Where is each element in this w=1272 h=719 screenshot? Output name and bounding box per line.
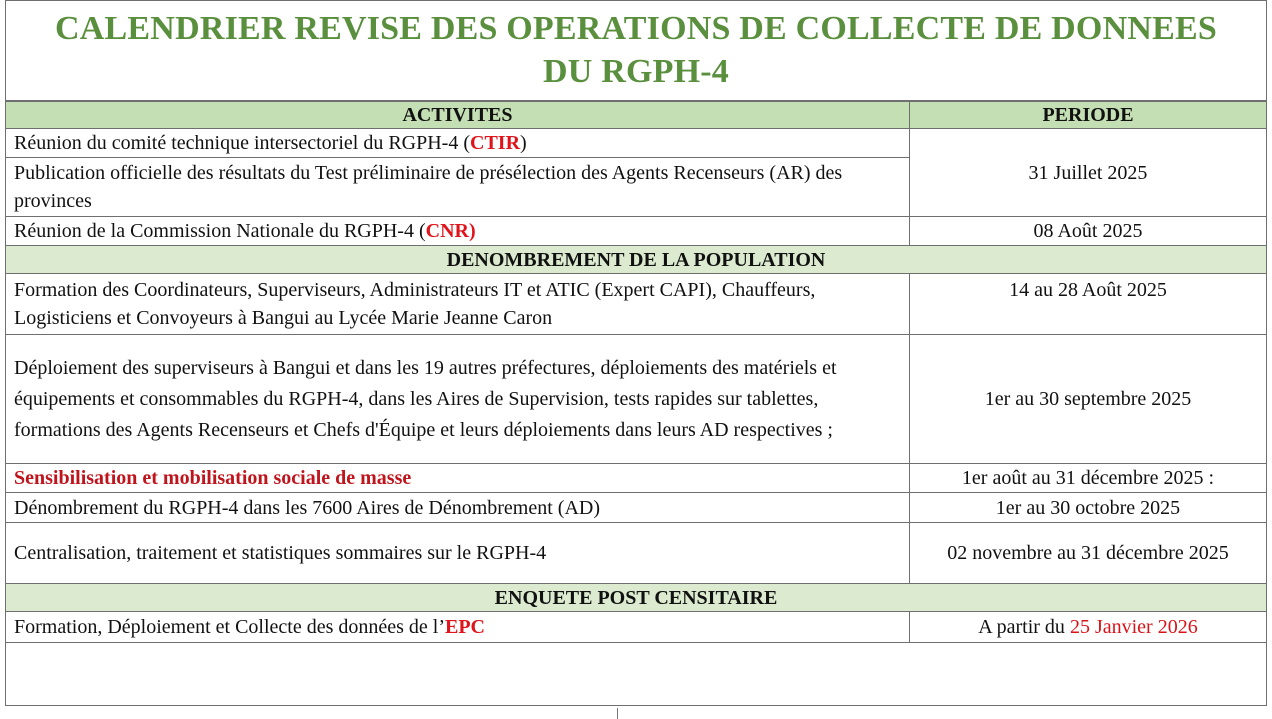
- activity-cell: Publication officielle des résultats du Test préliminaire de présélection des Agents Recenseurs (AR) des provinces: [6, 158, 910, 217]
- period-cell: A partir du 25 Janvier 2026: [910, 612, 1267, 643]
- schedule-table: [5, 101, 1267, 643]
- period-cell: 1er août au 31 décembre 2025 :: [910, 464, 1267, 493]
- activity-cell: Déploiement des superviseurs à Bangui et dans les 19 autres préfectures, déploiements des matériels et équipements et consommables du RGPH-4, dans les Aires de Supervision, tests rapides sur tablettes, formations des Agents Recenseurs et Chefs d'Équipe et leurs déploiements dans leurs AD respectives ;: [6, 335, 910, 464]
- table-row: [6, 129, 1267, 158]
- activity-cell: Formation, Déploiement et Collecte des données de l’EPC: [6, 612, 910, 643]
- period-cell: 31 Juillet 2025: [910, 129, 1267, 217]
- activity-cell: Réunion de la Commission Nationale du RGPH-4 (CNR): [6, 217, 910, 246]
- period-cell: 1er au 30 octobre 2025: [910, 493, 1267, 523]
- title-line-1: CALENDRIER REVISE DES OPERATIONS DE COLLECTE DE DONNEES: [55, 10, 1217, 47]
- table-header-row: [6, 102, 1267, 129]
- table-row: [6, 274, 1267, 335]
- section-header-row: [6, 584, 1267, 612]
- activity-cell: Réunion du comité technique intersectoriel du RGPH-4 (CTIR): [6, 129, 910, 158]
- header-period: PERIODE: [910, 102, 1267, 129]
- epc-start-date: 25 Janvier 2026: [1069, 616, 1198, 638]
- activity-cell: [6, 464, 910, 493]
- table-row: [6, 335, 1267, 464]
- title-line-2: DU RGPH-4: [543, 53, 729, 90]
- section-denombrement: DENOMBREMENT DE LA POPULATION: [6, 246, 1267, 274]
- ctir-code: CTIR: [470, 132, 521, 154]
- table-row: [6, 464, 1267, 493]
- period-cell: 1er au 30 septembre 2025: [910, 335, 1267, 464]
- sensibilisation-label: Sensibilisation et mobilisation sociale de masse: [14, 467, 412, 489]
- period-cell: 14 au 28 Août 2025: [910, 274, 1267, 335]
- table-row: [6, 523, 1267, 584]
- activity-cell: Dénombrement du RGPH-4 dans les 7600 Aires de Dénombrement (AD): [6, 493, 910, 523]
- page-divider-mark: [617, 708, 618, 719]
- table-row: [6, 217, 1267, 246]
- cnr-code: CNR): [425, 220, 476, 242]
- section-enquete: ENQUETE POST CENSITAIRE: [6, 584, 1267, 612]
- epc-code: EPC: [445, 616, 485, 638]
- calendar-document: [5, 0, 1267, 706]
- header-activities: ACTIVITES: [6, 102, 910, 129]
- period-cell: 08 Août 2025: [910, 217, 1267, 246]
- document-title: [6, 1, 1266, 101]
- activity-cell: Formation des Coordinateurs, Superviseurs, Administrateurs IT et ATIC (Expert CAPI), Chauffeurs, Logisticiens et Convoyeurs à Bangui au Lycée Marie Jeanne Caron: [6, 274, 910, 335]
- section-header-row: [6, 246, 1267, 274]
- period-cell: 02 novembre au 31 décembre 2025: [910, 523, 1267, 584]
- table-row: [6, 493, 1267, 523]
- activity-cell: Centralisation, traitement et statistiques sommaires sur le RGPH-4: [6, 523, 910, 584]
- table-row: [6, 612, 1267, 643]
